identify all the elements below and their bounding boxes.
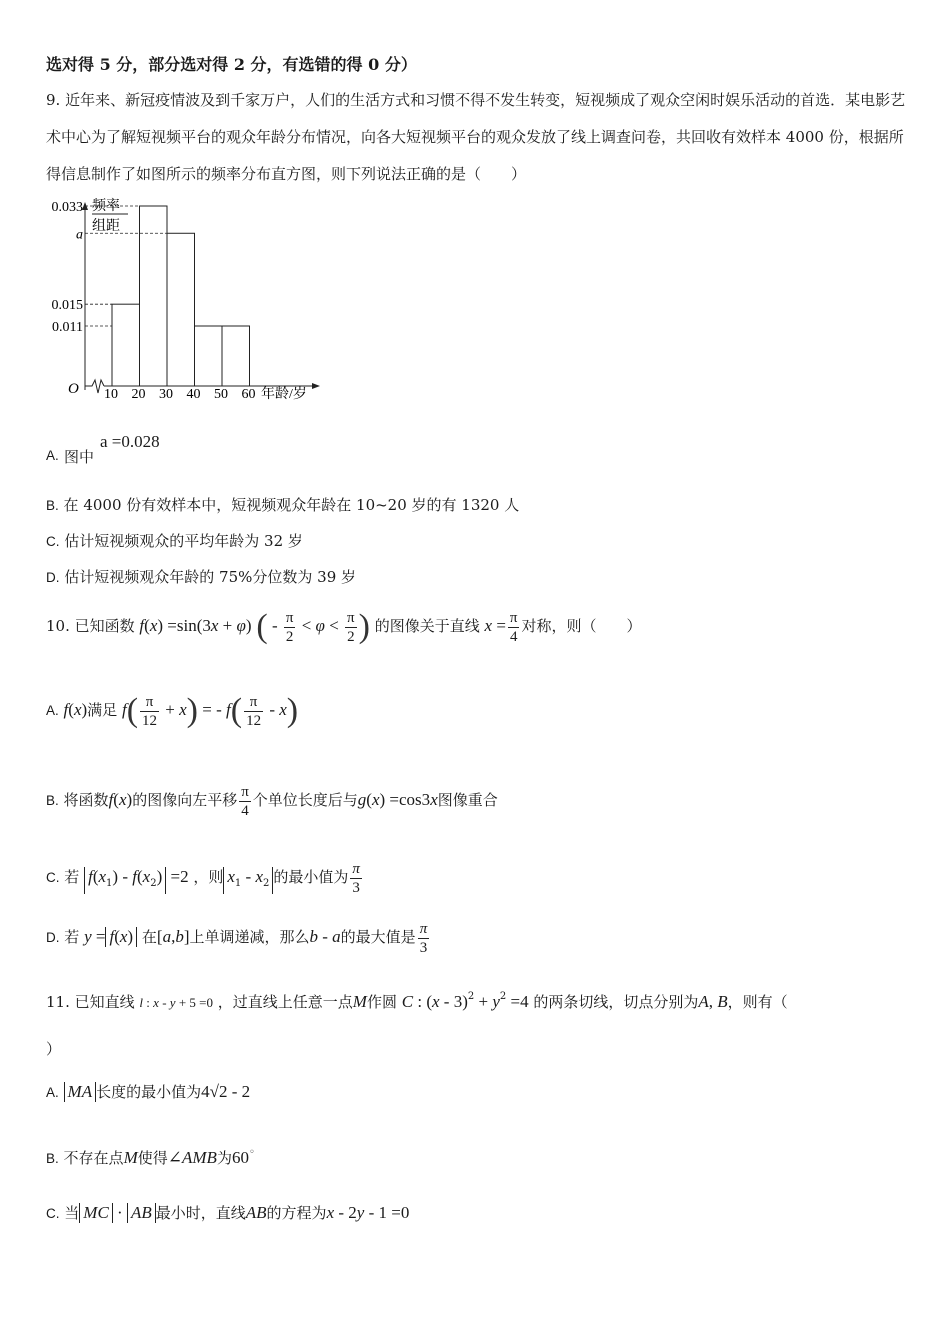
x-tick-label: 30 <box>159 387 173 402</box>
option-text: 将函数 <box>63 791 109 809</box>
stem-text: 的图像关于直线 <box>374 617 480 635</box>
y-tick-label: 0.015 <box>51 298 83 314</box>
stem-text: ，过直线上任意一点 <box>217 993 353 1011</box>
option-text: 最小时，直线 <box>155 1204 246 1222</box>
q10-stem: 10. 已知函数 f(x) =sin(3x + φ) ( - $\frac{\pi}{2}$ < φ < $\frac{\pi}{2}$ ) 的图像关于直线 x = $\frac{\pi}{4}$ 对称，则（ ） <box>46 608 642 645</box>
option-label: D. <box>46 930 60 945</box>
option-text: 的最大值是 <box>340 928 416 946</box>
option-text: 个单位长度后与 <box>252 791 358 809</box>
chart-ylabel-top: 频率 <box>92 199 120 214</box>
option-label: A. <box>46 448 59 463</box>
y-tick-label: 0.033 <box>51 200 83 216</box>
option-text: 图中 <box>64 448 95 466</box>
q9-option-d <box>46 566 908 587</box>
x-tick-labels <box>104 387 256 402</box>
option-text: 在 <box>141 928 157 946</box>
option-text: ，则 <box>193 868 224 886</box>
q11-option-a: A. MA 长度的最小值为4√2 - 2 <box>46 1082 251 1101</box>
q11-stem-close: ） <box>46 1040 62 1058</box>
option-text: 若 <box>64 868 80 886</box>
q10-option-b: B. 将函数f(x)的图像向左平移 $\frac{\pi}{4}$ 个单位长度后与g(x) =cos3x图像重合 <box>46 783 498 819</box>
y-tick-label: a <box>76 227 83 243</box>
q11-option-c: C. 当 MC · AB 最小时，直线AB的方程为x - 2y - 1 =0 <box>46 1203 410 1222</box>
q9-option-b <box>46 494 908 515</box>
stem-text: 的两条切线，切点分别为 <box>533 993 699 1011</box>
frequency-histogram <box>40 190 340 410</box>
x-tick-label: 50 <box>214 387 228 402</box>
origin-label: O <box>68 381 79 397</box>
stem-text: 10. 已知函数 <box>46 617 135 635</box>
q10-option-a: A. f(x)满足 f( $\frac{\pi}{12}$ + x) = - f( $\frac{\pi}{12}$ - x) <box>46 692 299 729</box>
option-text: 的最小值为 <box>273 868 349 886</box>
chart-xlabel: 年龄/岁 <box>261 387 307 402</box>
option-label: C. <box>46 1206 60 1221</box>
option-text: 在 4000 份有效样本中，短视频观众年龄在 10~20 岁的有 1320 人 <box>63 496 520 514</box>
option-label: A. <box>46 1085 59 1100</box>
x-tick-label: 10 <box>104 387 118 402</box>
option-text: 估计短视频观众的平均年龄为 32 岁 <box>64 532 303 550</box>
option-text: 的图像向左平移 <box>132 791 238 809</box>
q9-option-a <box>46 432 908 472</box>
formula-fx: f <box>139 616 145 635</box>
q11-stem: 11. 已知直线 l : x - y + 5 =0 ，过直线上任意一点M作圆 C : $(x - 3)^2 + y^2 =4$ 的两条切线，切点分别为A, B，则有（ <box>46 991 788 1011</box>
x-axis-arrow <box>312 383 320 389</box>
section-header: 选对得 5 分，部分选对得 2 分，有选错的得 0 分） <box>46 55 417 74</box>
histogram-bar <box>167 233 195 386</box>
option-text: 为 <box>216 1149 232 1167</box>
histogram-bar <box>112 304 140 386</box>
option-label: B. <box>46 1151 59 1166</box>
option-text: 当 <box>64 1204 80 1222</box>
x-tick-label: 40 <box>186 387 201 402</box>
frac-pi-over-2: $\frac{\pi}{2}$ <box>285 609 294 645</box>
option-text: 满足 <box>87 701 118 719</box>
histogram-bar <box>195 326 223 386</box>
stem-text: ，则有（ <box>727 993 788 1011</box>
histogram-bar <box>222 326 250 386</box>
x-tick-label: 20 <box>131 387 146 402</box>
x-tick-label: 60 <box>241 387 256 402</box>
chart-ylabel-bottom: 组距 <box>92 219 120 234</box>
option-math: a =0.028 <box>100 432 160 451</box>
option-label: A. <box>46 703 59 718</box>
q9-stem: 9. 近年来、新冠疫情波及到千家万户，人们的生活方式和习惯不得不发生转变，短视频成了观众空闲时娱乐活动的首选．某电影艺术中心为了解短视频平台的观众年龄分布情况，向各大短视频平台的观众发放了线上调查问卷，共回收有效样本 4000 份，根据所得信息制作了如图所示的频率分布直方图，则下列说法正确的是（ ） <box>46 91 906 183</box>
option-text: 若 <box>64 928 80 946</box>
stem-text: 11. 已知直线 <box>46 993 135 1011</box>
q10-option-d: D. 若 y = f(x) 在[a,b]上单调递减，那么b - a的最大值是 $\frac{\pi}{3}$ <box>46 920 428 956</box>
option-label: C. <box>46 534 60 549</box>
option-text: 图像重合 <box>437 791 498 809</box>
stem-text: 对称，则（ ） <box>521 617 642 635</box>
stem-text: 作圆 <box>366 993 397 1011</box>
option-label: B. <box>46 793 59 808</box>
option-label: C. <box>46 870 60 885</box>
option-label: B. <box>46 498 59 513</box>
y-tick-label: 0.011 <box>52 320 83 336</box>
q10-option-c: C. 若 $f(x_1) - f(x_2) =2$ ，则 $x_1 - x_2$ 的最小值为 $\frac{\pi}{3}$ <box>46 860 360 896</box>
option-text: 使得 <box>137 1149 168 1167</box>
q11-option-b: B. 不存在点M使得∠AMB为60◦ <box>46 1147 255 1167</box>
option-label: D. <box>46 570 60 585</box>
option-text: 的方程为 <box>266 1204 327 1222</box>
x-axis-break <box>85 380 104 393</box>
option-text: 不存在点 <box>63 1149 124 1167</box>
option-text: 上单调递减，那么 <box>189 928 310 946</box>
q9-option-c <box>46 530 908 551</box>
option-text: 估计短视频观众年龄的 75%分位数为 39 岁 <box>64 568 357 586</box>
option-text: 长度的最小值为 <box>96 1083 202 1101</box>
